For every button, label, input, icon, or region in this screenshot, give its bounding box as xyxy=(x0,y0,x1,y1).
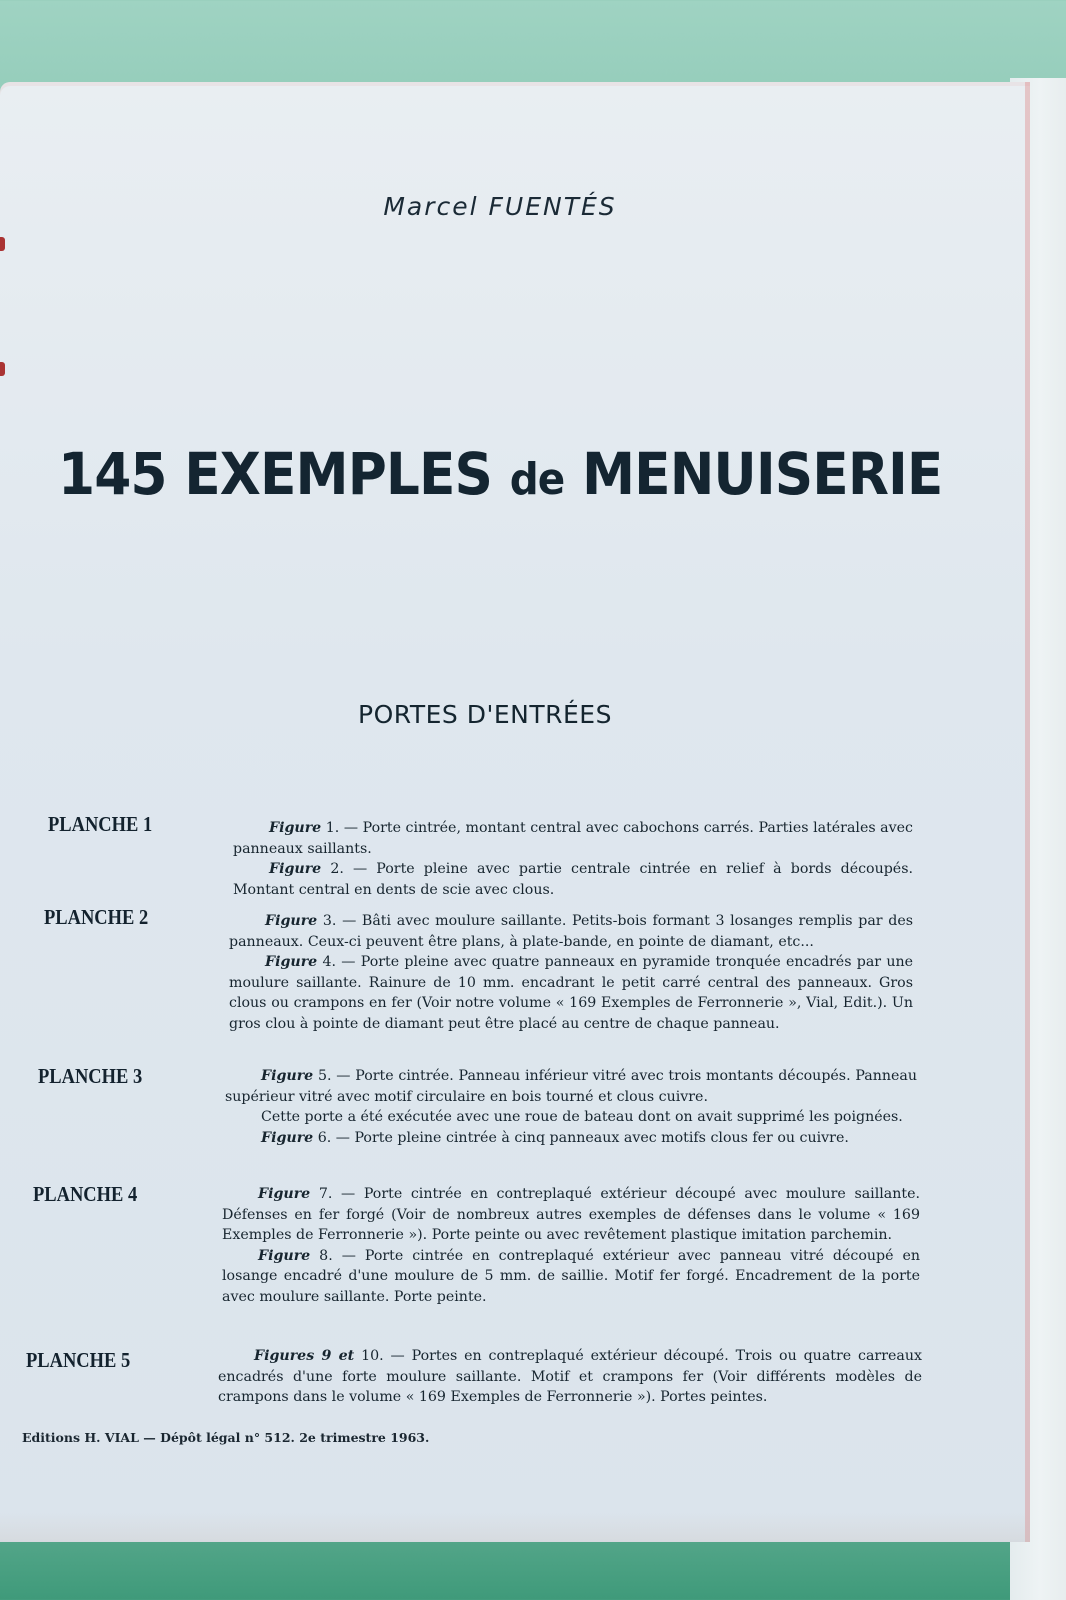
publisher-footer: Editions H. VIAL — Dépôt légal n° 512. 2e trimestre 1963. xyxy=(22,1430,430,1445)
figure-ref: Figure xyxy=(269,820,322,836)
author-name: Marcel FUENTÉS xyxy=(383,192,617,221)
book-page xyxy=(0,82,1030,1542)
figure-text: 6. — Porte pleine cintrée à cinq panneaux avec motifs clous fer ou cuivre. xyxy=(313,1129,849,1146)
figure-text: 3. — Bâti avec moulure saillante. Petits-bois formant 3 losanges remplis par des panneaux. Ceux-ci peuvent être plans, à plate-bande, en pointe de diamant, etc... xyxy=(229,913,913,950)
planche-description xyxy=(229,911,913,1034)
figure-text: 4. — Porte pleine avec quatre panneaux en pyramide tronquée encadrés par une moulure saillante. Rainure de 10 mm. encadrant le petit carré central des panneaux. Gros clous ou crampons en fer (Voir notre volume « 169 Exemples de Ferronnerie », Vial, Edit.). Un gros clou à pointe de diamant peut être placé au centre de chaque panneau. xyxy=(229,954,913,1032)
book-title xyxy=(58,440,943,508)
planche-label: PLANCHE 3 xyxy=(38,1064,143,1088)
figure-ref: Figure xyxy=(261,1129,314,1146)
page-edge-mark xyxy=(0,362,5,376)
figure-ref: Figure xyxy=(269,861,322,877)
planche-label: PLANCHE 2 xyxy=(44,905,149,929)
planche-label: PLANCHE 1 xyxy=(48,812,153,836)
figure-ref: Figure xyxy=(265,954,318,970)
figure-text: 2. — Porte pleine avec partie centrale cintrée en relief à bords découpés. Montant central en dents de scie avec clous. xyxy=(233,861,913,898)
figure-text: 7. — Porte cintrée en contreplaqué extérieur découpé avec moulure saillante. Défenses en fer forgé (Voir de nombreux autres exemples de défenses dans le volume « 169 Exemples de Ferronnerie »). Porte peinte ou avec revêtement plastique imitation parchemin. xyxy=(222,1186,920,1243)
title-part-3: MENUISERIE xyxy=(581,440,943,508)
figure-ref: Figure xyxy=(261,1068,314,1084)
figure-ref: Figure xyxy=(258,1247,311,1264)
figure-text: Cette porte a été exécutée avec une roue de bateau dont on avait supprimé les poignées. xyxy=(261,1109,903,1125)
planche-description xyxy=(225,1066,917,1148)
figure-text: 5. — Porte cintrée. Panneau inférieur vitré avec trois montants découpés. Panneau supérieur vitré avec motif circulaire en bois tourné et clous cuivre. xyxy=(225,1068,917,1105)
title-part-2: de xyxy=(509,454,565,505)
planche-description xyxy=(218,1346,922,1408)
planche-description xyxy=(233,818,913,900)
figure-text: 10. — Portes en contreplaqué extérieur découpé. Trois ou quatre carreaux encadrés d'une forte moulure saillante. Motif et crampons fer (Voir différents modèles de crampons dans le volume « 169 Exemples de Ferronnerie »). Portes peintes. xyxy=(218,1348,922,1405)
figure-ref: Figure xyxy=(265,913,318,929)
figure-text: 1. — Porte cintrée, montant central avec cabochons carrés. Parties latérales avec panneaux saillants. xyxy=(233,820,913,857)
figure-text: 8. — Porte cintrée en contreplaqué extérieur avec panneau vitré découpé en losange encadré d'une moulure de 5 mm. de saillie. Motif fer forgé. Encadrement de la porte avec moulure saillante. Porte peinte. xyxy=(222,1247,920,1305)
section-title: PORTES D'ENTRÉES xyxy=(358,700,612,729)
planche-label: PLANCHE 4 xyxy=(33,1182,138,1206)
figure-ref: Figure xyxy=(258,1186,311,1202)
page-edge-mark xyxy=(0,237,5,251)
title-part-1: 145 EXEMPLES xyxy=(58,440,493,508)
planche-description xyxy=(222,1184,920,1307)
planche-label: PLANCHE 5 xyxy=(26,1348,131,1372)
figure-ref: Figures 9 et xyxy=(254,1348,355,1364)
